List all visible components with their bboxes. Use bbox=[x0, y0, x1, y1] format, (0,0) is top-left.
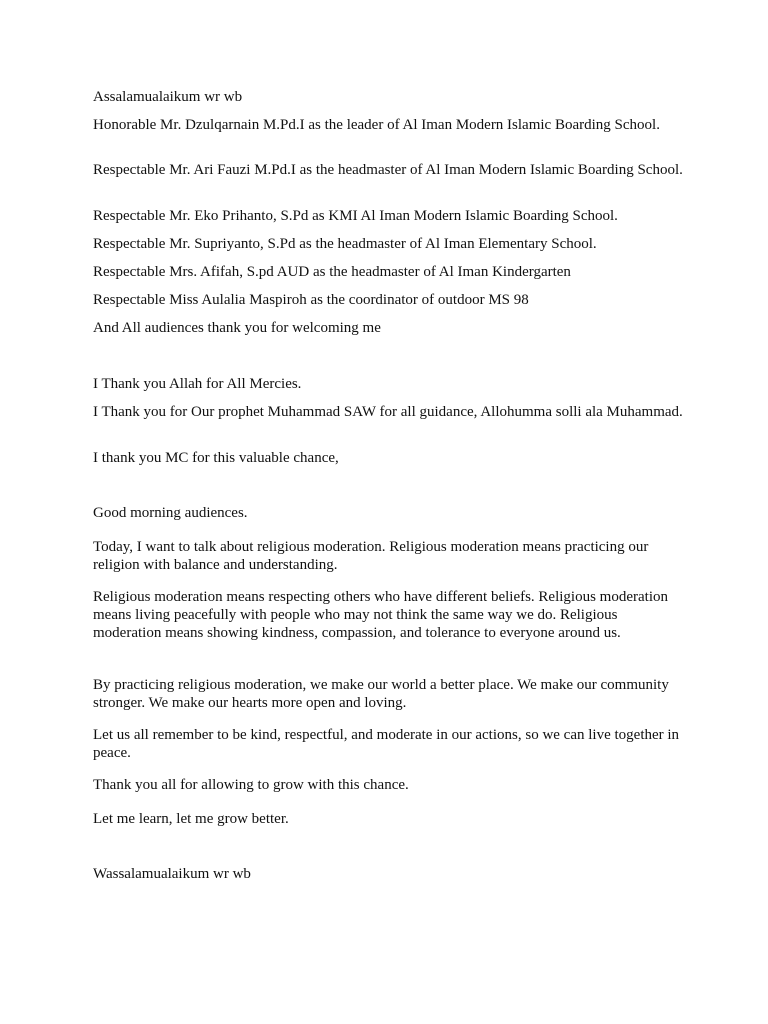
closing-greeting: Wassalamualaikum wr wb bbox=[93, 866, 251, 882]
salutation-audiences: And All audiences thank you for welcoming me bbox=[93, 320, 381, 336]
salutation-headmaster-boarding: Respectable Mr. Ari Fauzi M.Pd.I as the headmaster of Al Iman Modern Islamic Boarding School. bbox=[93, 162, 683, 178]
thanks-mc: I thank you MC for this valuable chance, bbox=[93, 450, 339, 466]
salutation-kmi: Respectable Mr. Eko Prihanto, S.Pd as KMI Al Iman Modern Islamic Boarding School. bbox=[93, 208, 618, 224]
paragraph-respect: Religious moderation means respecting others who have different beliefs. Religious moderation means living peacefully with people who may not think the same way we do. Religious moderation means showing kindness, compassion, and tolerance to everyone around us. bbox=[93, 589, 668, 641]
paragraph-thanks: Thank you all for allowing to grow with this chance. bbox=[93, 777, 409, 793]
paragraph-benefits: By practicing religious moderation, we make our world a better place. We make our community stronger. We make our hearts more open and loving. bbox=[93, 677, 669, 711]
thanks-prophet: I Thank you for Our prophet Muhammad SAW for all guidance, Allohumma solli ala Muhammad. bbox=[93, 404, 683, 420]
salutation-coordinator: Respectable Miss Aulalia Maspiroh as the coordinator of outdoor MS 98 bbox=[93, 292, 529, 308]
paragraph-intro: Today, I want to talk about religious moderation. Religious moderation means practicing our religion with balance and understanding. bbox=[93, 539, 649, 573]
salutation-leader: Honorable Mr. Dzulqarnain M.Pd.I as the leader of Al Iman Modern Islamic Boarding School. bbox=[93, 117, 660, 133]
paragraph-remember: Let us all remember to be kind, respectful, and moderate in our actions, so we can live together in peace. bbox=[93, 727, 680, 761]
greeting-opening: Assalamualaikum wr wb bbox=[93, 89, 243, 105]
good-morning: Good morning audiences. bbox=[93, 505, 248, 521]
paragraph-learn: Let me learn, let me grow better. bbox=[93, 811, 289, 827]
salutation-elementary: Respectable Mr. Supriyanto, S.Pd as the headmaster of Al Iman Elementary School. bbox=[93, 236, 597, 252]
thanks-allah: I Thank you Allah for All Mercies. bbox=[93, 376, 302, 392]
salutation-kindergarten: Respectable Mrs. Afifah, S.pd AUD as the headmaster of Al Iman Kindergarten bbox=[93, 264, 571, 280]
